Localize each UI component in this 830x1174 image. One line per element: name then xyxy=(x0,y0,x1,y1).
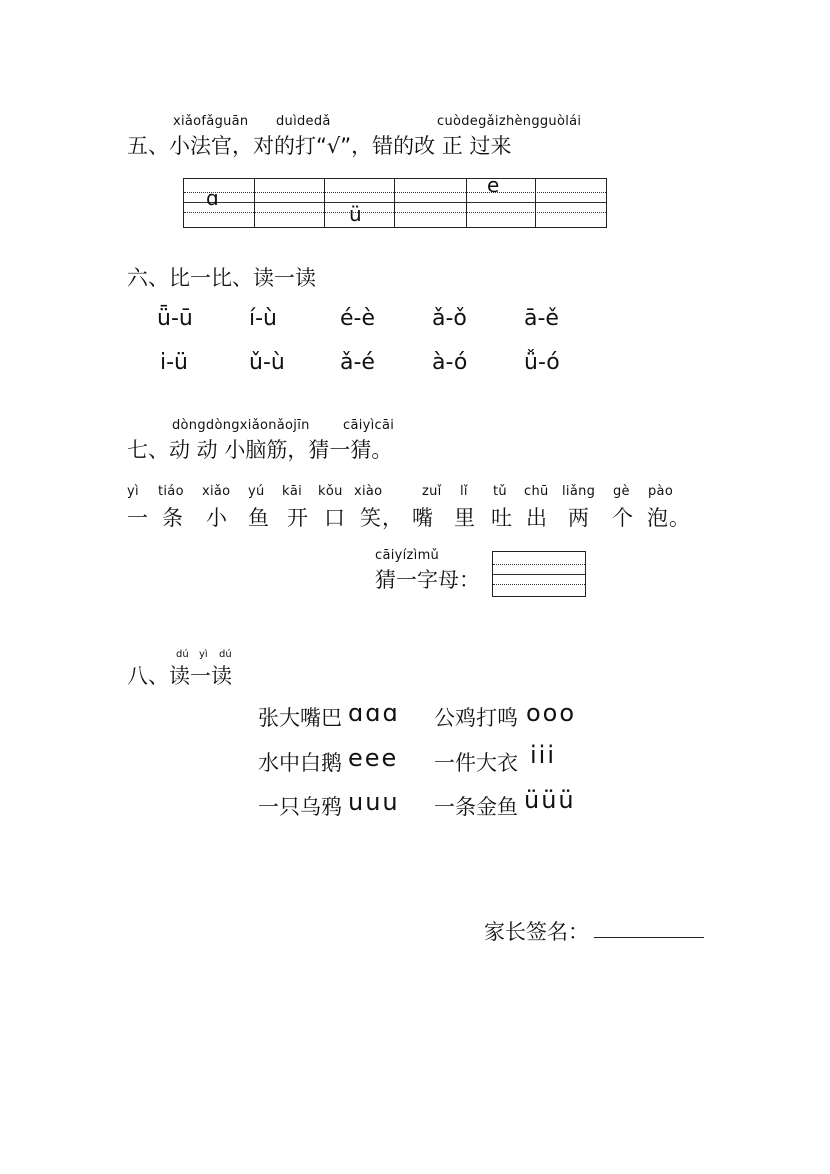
riddle-char: 个 xyxy=(612,506,634,530)
grid-letter-a: ɑ xyxy=(206,186,219,210)
s6-pair: í-ù xyxy=(249,306,277,331)
riddle-pinyin: chū xyxy=(524,484,549,499)
riddle-pinyin: pào xyxy=(648,484,674,499)
s8-item-cn: 张大嘴巴 xyxy=(258,706,342,730)
guess-label: 猜一字母： xyxy=(375,568,480,592)
riddle-pinyin: liǎng xyxy=(562,484,596,499)
s8-title: 八、读一读 xyxy=(127,664,232,688)
s6-title: 六、比一比、读一读 xyxy=(127,266,316,290)
s6-pair: i-ü xyxy=(160,350,188,375)
riddle-pinyin: yì xyxy=(127,484,139,499)
s6-pair: à-ó xyxy=(432,350,468,375)
riddle-pinyin: tiáo xyxy=(158,484,184,499)
s6-pair: é-è xyxy=(340,306,376,331)
s8-item-latin: üüü xyxy=(524,786,576,814)
riddle-char: 嘴 xyxy=(412,506,434,530)
riddle-char: 泡。 xyxy=(647,506,691,530)
s5-title: 五、小法官，对的打“√”，错的改 正 过来 xyxy=(127,134,512,158)
s8-item-latin: ooo xyxy=(526,699,577,727)
riddle-char: 一 xyxy=(127,506,149,530)
s8-item-latin: ɑɑɑ xyxy=(348,699,400,727)
riddle-char: 里 xyxy=(454,506,476,530)
riddle-char: 条 xyxy=(162,506,184,530)
s5-pinyin-1: xiǎofǎguān xyxy=(173,114,249,129)
s8-item-cn: 水中白鹅 xyxy=(258,751,342,775)
riddle-pinyin: kǒu xyxy=(318,484,343,499)
riddle-char: 小 xyxy=(206,506,228,530)
s6-pair: ǎ-ǒ xyxy=(432,306,467,331)
s8-pinyin: dú xyxy=(176,649,189,660)
riddle-char: 出 xyxy=(526,506,548,530)
riddle-pinyin: gè xyxy=(613,484,630,499)
s8-pinyin: yì xyxy=(199,649,208,660)
riddle-pinyin: kāi xyxy=(282,484,303,499)
riddle-pinyin: lǐ xyxy=(460,484,468,499)
riddle-pinyin: xiǎo xyxy=(202,484,231,499)
s8-item-cn: 公鸡打鸣 xyxy=(434,706,518,730)
riddle-char: 两 xyxy=(568,506,590,530)
s7-pinyin-2: cāiyìcāi xyxy=(343,418,395,433)
s8-item-latin: eee xyxy=(348,744,399,772)
s6-pair: ā-ě xyxy=(524,306,559,331)
s8-item-latin: iii xyxy=(530,741,557,769)
grid-letter-e: e xyxy=(487,173,500,197)
guess-answer-grid[interactable] xyxy=(492,551,586,597)
s6-pair: ǔ-ù xyxy=(249,350,285,375)
s8-item-cn: 一条金鱼 xyxy=(434,795,518,819)
s8-pinyin: dú xyxy=(219,649,232,660)
signature-label: 家长签名： xyxy=(484,920,589,944)
s6-pair: ǚ-ó xyxy=(524,350,560,375)
riddle-pinyin: zuǐ xyxy=(422,484,442,499)
guess-pinyin: cāiyízìmǔ xyxy=(375,548,440,563)
s5-pinyin-3: cuòdegǎizhèngguòlái xyxy=(437,114,582,129)
riddle-pinyin: tǔ xyxy=(493,484,507,499)
riddle-char: 口 xyxy=(324,506,346,530)
riddle-char: 笑， xyxy=(360,506,404,530)
s8-item-latin: uuu xyxy=(348,788,400,816)
riddle-pinyin: yú xyxy=(248,484,265,499)
grid-letter-u: ü xyxy=(349,202,362,226)
riddle-pinyin: xiào xyxy=(354,484,383,499)
signature-line[interactable] xyxy=(594,937,704,938)
s8-item-cn: 一件大衣 xyxy=(434,751,518,775)
s7-pinyin-1: dòngdòngxiǎonǎojīn xyxy=(172,418,310,433)
riddle-char: 鱼 xyxy=(248,506,270,530)
s6-pair: ǎ-é xyxy=(340,350,375,375)
s8-item-cn: 一只乌鸦 xyxy=(258,795,342,819)
s5-pinyin-2: duìdedǎ xyxy=(276,114,331,129)
riddle-char: 开 xyxy=(287,506,309,530)
s5-four-line-grid xyxy=(183,173,607,228)
riddle-char: 吐 xyxy=(491,506,513,530)
s6-pair: ǖ-ū xyxy=(157,306,193,331)
s7-title: 七、动 动 小脑筋，猜一猜。 xyxy=(127,438,393,462)
